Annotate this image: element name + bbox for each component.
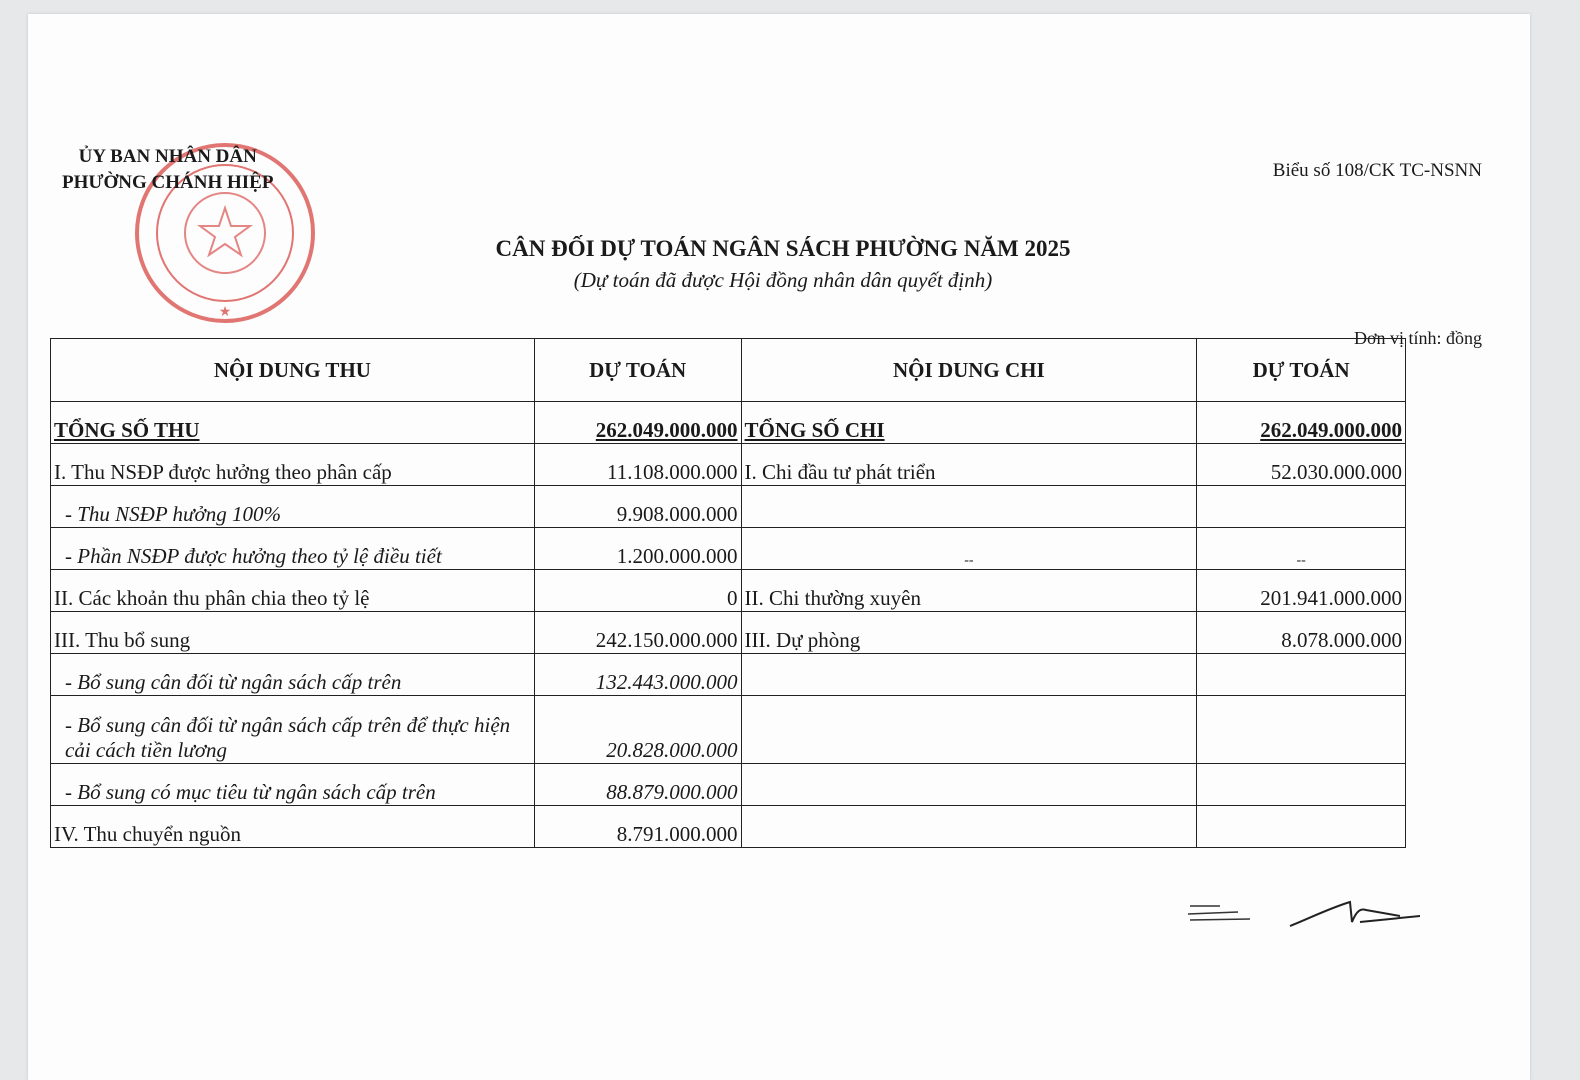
- expense-value: 201.941.000.000: [1197, 570, 1406, 612]
- revenue-label: TỔNG SỐ THU: [51, 402, 535, 444]
- revenue-label: III. Thu bổ sung: [51, 612, 535, 654]
- header-expense-content: NỘI DUNG CHI: [741, 339, 1197, 402]
- header-expense-estimate: DỰ TOÁN: [1197, 339, 1406, 402]
- expense-label: [741, 806, 1197, 848]
- expense-value: 52.030.000.000: [1197, 444, 1406, 486]
- svg-text:★: ★: [218, 305, 232, 320]
- header-revenue-estimate: DỰ TOÁN: [534, 339, 741, 402]
- revenue-label: IV. Thu chuyển nguồn: [51, 806, 535, 848]
- expense-value: [1197, 486, 1406, 528]
- table-row: [51, 486, 1406, 528]
- issuing-organization: [62, 144, 273, 196]
- expense-label: --: [741, 528, 1197, 570]
- revenue-value: 1.200.000.000: [534, 528, 741, 570]
- expense-value: [1197, 654, 1406, 696]
- document-title: CÂN ĐỐI DỰ TOÁN NGÂN SÁCH PHƯỜNG NĂM 2025: [495, 236, 1071, 261]
- header-revenue-content: NỘI DUNG THU: [51, 339, 535, 402]
- revenue-value: 20.828.000.000: [534, 696, 741, 764]
- table-row: [51, 612, 1406, 654]
- table-row: [51, 654, 1406, 696]
- expense-value: [1197, 764, 1406, 806]
- signature-initials: [1160, 888, 1420, 938]
- expense-label: III. Dự phòng: [741, 612, 1197, 654]
- revenue-value: 88.879.000.000: [534, 764, 741, 806]
- table-row-total: [51, 402, 1406, 444]
- expense-value: [1197, 696, 1406, 764]
- table-row: [51, 570, 1406, 612]
- revenue-label: I. Thu NSĐP được hưởng theo phân cấp: [51, 444, 535, 486]
- expense-label: [741, 696, 1197, 764]
- expense-value: [1197, 806, 1406, 848]
- expense-label: II. Chi thường xuyên: [741, 570, 1197, 612]
- expense-value: 262.049.000.000: [1197, 402, 1406, 444]
- revenue-label: - Phần NSĐP được hưởng theo tỷ lệ điều tiết: [51, 528, 535, 570]
- document-subtitle: (Dự toán đã được Hội đồng nhân dân quyết định): [573, 268, 993, 292]
- revenue-label: - Thu NSĐP hưởng 100%: [51, 486, 535, 528]
- budget-table: [50, 338, 1406, 848]
- table-row: [51, 444, 1406, 486]
- revenue-value: 0: [534, 570, 741, 612]
- revenue-label: - Bổ sung cân đối từ ngân sách cấp trên: [51, 654, 535, 696]
- unit-label: Đơn vị tính: đồng: [1353, 328, 1482, 348]
- expense-label: I. Chi đầu tư phát triển: [741, 444, 1197, 486]
- revenue-value: 132.443.000.000: [534, 654, 741, 696]
- revenue-value: 8.791.000.000: [534, 806, 741, 848]
- revenue-value: 9.908.000.000: [534, 486, 741, 528]
- expense-label: [741, 764, 1197, 806]
- revenue-label: II. Các khoản thu phân chia theo tỷ lệ: [51, 570, 535, 612]
- expense-label: [741, 654, 1197, 696]
- table-row: [51, 806, 1406, 848]
- org-line-2: PHƯỜNG CHÁNH HIỆP: [62, 172, 274, 193]
- table-row: [51, 696, 1406, 764]
- expense-label: [741, 486, 1197, 528]
- table-row: [51, 764, 1406, 806]
- revenue-label: - Bổ sung có mục tiêu từ ngân sách cấp trên: [51, 764, 535, 806]
- table-row: [51, 528, 1406, 570]
- form-number: Biểu số 108/CK TC-NSNN: [1272, 160, 1482, 181]
- revenue-label: - Bổ sung cân đối từ ngân sách cấp trên để thực hiện cải cách tiền lương: [51, 696, 535, 764]
- expense-value: 8.078.000.000: [1197, 612, 1406, 654]
- expense-value: --: [1197, 528, 1406, 570]
- table-header-row: [51, 339, 1406, 402]
- revenue-value: 262.049.000.000: [534, 402, 741, 444]
- revenue-value: 11.108.000.000: [534, 444, 741, 486]
- expense-label: TỔNG SỐ CHI: [741, 402, 1197, 444]
- revenue-value: 242.150.000.000: [534, 612, 741, 654]
- org-line-1: ỦY BAN NHÂN DÂN: [78, 146, 257, 167]
